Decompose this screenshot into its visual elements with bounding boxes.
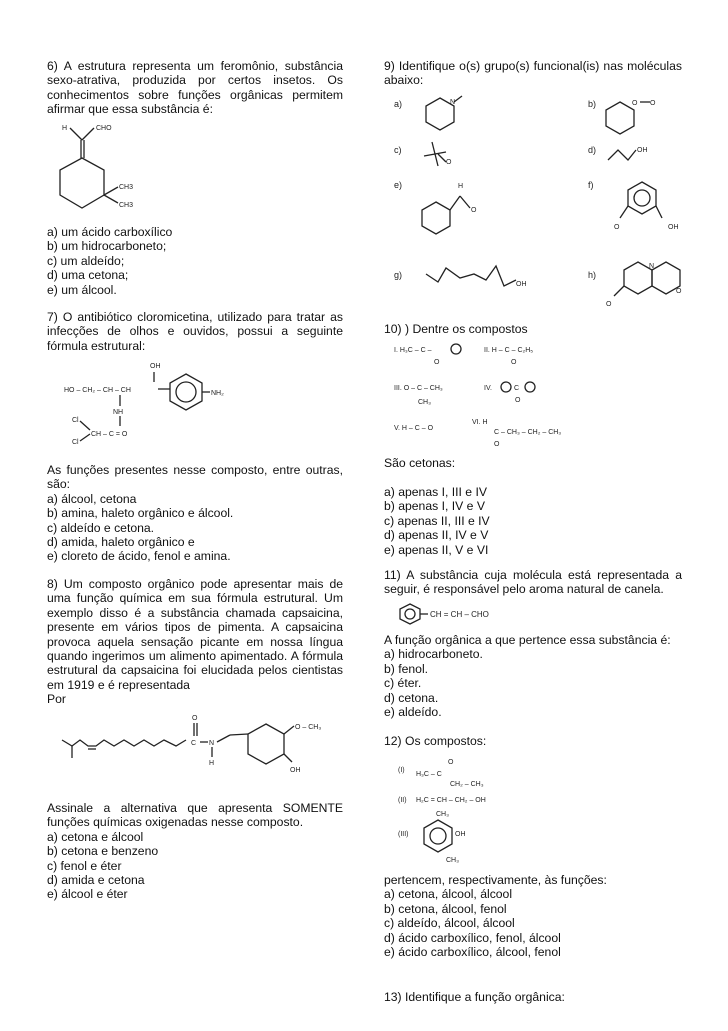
methyl-a: CH3 (119, 184, 134, 191)
question-10-options (384, 456, 682, 470)
q8-option-c[interactable]: c) fenol e éter (47, 858, 122, 873)
q11-option-c[interactable]: c) éter. (384, 676, 422, 691)
carbonyl-o: O (192, 715, 198, 722)
question-11-text: 11) A substância cuja molécula está representada a seguir, é responsável pelo aroma natural de canela. (384, 568, 682, 597)
question-10-option-list (384, 485, 682, 557)
amide-nh: NH (113, 409, 124, 416)
q7-option-e[interactable]: e) cloreto de ácido, fenol e amina. (47, 549, 231, 564)
q12-label-ii: (II) (398, 797, 407, 804)
mol-c-o: O (446, 159, 452, 166)
mol-label-d: d) (588, 145, 597, 155)
q6-option-e[interactable]: e) um álcool. (47, 282, 117, 297)
atom-h: H (62, 125, 68, 132)
mol-label-b: b) (588, 99, 597, 109)
q12-c1: H₃C – C (416, 771, 442, 778)
compound-v: V. H – C – O (394, 425, 434, 432)
q12-label-i: (I) (398, 767, 405, 774)
q7-option-b[interactable]: b) amina, haleto orgânico e álcool. (47, 506, 234, 521)
q7-option-a[interactable]: a) álcool, cetona (47, 491, 137, 506)
mol-label-h: h) (588, 270, 597, 280)
chloromycetin-structure (58, 358, 238, 453)
q12-label-iii: (III) (398, 831, 409, 838)
group-cho: CHO (96, 125, 112, 132)
compound-iii-ch3: CH₃ (418, 399, 431, 406)
q6-option-b[interactable]: b) um hidrocarboneto; (47, 239, 167, 254)
q8-prompt: Assinale a alternativa que apresenta SOMENTE funções químicas oxigenadas nesse composto. (47, 801, 343, 830)
q10-option-e[interactable]: e) apenas II, V e VI (384, 542, 489, 557)
q11-option-e[interactable]: e) aldeído. (384, 705, 442, 720)
compound-vi-o: O (494, 441, 500, 448)
question-12-options (384, 873, 682, 959)
q6-option-d[interactable]: d) uma cetona; (47, 268, 129, 283)
q12-option-a[interactable]: a) cetona, álcool, álcool (384, 887, 513, 902)
methoxy: O – CH₃ (295, 724, 322, 731)
cinnamaldehyde-chain: CH = CH – CHO (430, 610, 489, 619)
q12-c1-tail: CH₂ – CH₃ (450, 781, 484, 788)
q10-prompt: São cetonas: (384, 456, 456, 470)
mol-h-n: N (649, 263, 655, 270)
q11-option-a[interactable]: a) hidrocarboneto. (384, 647, 483, 662)
chain: HO – CH₂ – CH – CH (64, 387, 131, 394)
mol-h-o2: O (606, 301, 612, 308)
question-10 (384, 322, 682, 336)
mol-a-n: N (450, 99, 456, 106)
question-8-por: Por (47, 692, 66, 707)
q12-option-e[interactable]: e) ácido carboxílico, álcool, fenol (384, 945, 561, 960)
question-12-compounds (398, 758, 548, 866)
q12-c3-oh: OH (455, 831, 466, 838)
methyl-b: CH3 (119, 202, 134, 209)
phenol-oh: OH (290, 767, 301, 774)
q8-option-b[interactable]: b) cetona e benzeno (47, 844, 159, 859)
q10-option-c[interactable]: c) apenas II, III e IV (384, 513, 490, 528)
mol-h-o: O (676, 288, 682, 295)
q12-option-c[interactable]: c) aldeído, álcool, álcool (384, 916, 515, 931)
question-6-text: 6) A estrutura representa um feromônio, substância sexo-atrativa, produzida por certos insetos. Os conhecimentos sobre funções orgânicas permitem afirmar que essa substância é: (47, 59, 343, 117)
question-6 (47, 59, 343, 117)
mol-d-oh: OH (637, 147, 648, 154)
q10-option-a[interactable]: a) apenas I, III e IV (384, 485, 487, 499)
question-9 (384, 59, 682, 88)
compound-vi-label: VI. H (472, 419, 488, 426)
question-12 (384, 734, 682, 748)
question-9-text: 9) Identifique o(s) grupo(s) funcional(is) nas moléculas abaixo: (384, 59, 682, 88)
question-11 (384, 568, 682, 597)
atom-oh: OH (150, 363, 161, 370)
q12-prompt: pertencem, respectivamente, às funções: (384, 873, 607, 887)
mol-g-oh: OH (516, 281, 527, 288)
cinnamaldehyde-structure (396, 602, 546, 626)
mol-f-oh: OH (668, 224, 679, 231)
compound-iii: III. O – C – CH₃ (394, 385, 443, 392)
mol-label-a: a) (394, 99, 403, 109)
mol-label-c: c) (394, 145, 402, 155)
mol-label-f: f) (588, 180, 594, 190)
mol-b-o2: O (650, 100, 656, 107)
amide-h: H (209, 760, 215, 767)
q10-option-b[interactable]: b) apenas I, IV e V (384, 499, 485, 514)
question-13 (384, 990, 682, 1004)
question-8-options (47, 801, 343, 902)
q7-prompt: As funções presentes nesse composto, entre outras, são: (47, 463, 343, 492)
mol-e-o: O (471, 207, 477, 214)
q12-option-d[interactable]: d) ácido carboxílico, fenol, álcool (384, 930, 561, 945)
compound-i: I. H₃C – C – (394, 347, 432, 354)
compound-iv: IV. (484, 385, 492, 392)
question-10-text: 10) ) Dentre os compostos (384, 322, 528, 336)
compound-i-o: O (434, 359, 440, 366)
q12-c1-o: O (448, 759, 454, 766)
q6-option-a[interactable]: a) um ácido carboxílico (47, 225, 173, 239)
amide-n: N (209, 740, 215, 747)
mol-label-e: e) (394, 180, 403, 190)
q12-c2: H₂C = CH – CH₂ – OH (416, 797, 486, 804)
chlorine-2: Cl (72, 439, 79, 446)
q7-option-d[interactable]: d) amida, haleto orgânico e (47, 535, 195, 550)
question-12-text: 12) Os compostos: (384, 734, 487, 748)
question-11-options (384, 633, 682, 719)
question-10-compounds (394, 340, 594, 448)
q11-option-d[interactable]: d) cetona. (384, 690, 439, 705)
question-6-options (47, 225, 343, 297)
q7-option-c[interactable]: c) aldeído e cetona. (47, 520, 155, 535)
q8-option-d[interactable]: d) amida e cetona (47, 873, 145, 888)
compound-vi-chain: C – CH₃ – CH₂ – CH₃ (494, 429, 562, 436)
q11-option-b[interactable]: b) fenol. (384, 661, 429, 676)
mol-f-o: O (614, 224, 620, 231)
capsaicin-structure (58, 712, 348, 782)
compound-ii: II. H – C – C₂H₅ (484, 347, 534, 354)
q11-prompt: A função orgânica a que pertence essa substância é: (384, 633, 671, 647)
q10-option-d[interactable]: d) apenas II, IV e V (384, 528, 489, 543)
q6-option-c[interactable]: c) um aldeído; (47, 253, 125, 268)
chlorine-1: Cl (72, 417, 79, 424)
mol-e-h: H (458, 183, 464, 190)
q12-c3-ch3a: CH₃ (436, 811, 449, 818)
compound-ii-o: O (511, 359, 517, 366)
compound-iv-o: O (515, 397, 521, 404)
question-9-molecules (392, 90, 692, 315)
carbonyl-c: C (191, 740, 197, 747)
question-7-options (47, 463, 343, 564)
question-8-text: 8) Um composto orgânico pode apresentar mais de uma função química em sua fórmula estrutural. Um exemplo disso é a substância chamada capsaicina, presente em vários tipos de pimenta. A capsaicina provoca aquela sensação picante em nossa língua quando ingerimos um alimento apimentado. A fórmula estrutural da capsaicina foi elucidada pelos cientistas em 1919 e é representada (47, 577, 343, 692)
amine-nh2: NH₂ (211, 390, 224, 397)
mol-label-g: g) (394, 270, 403, 280)
pheromone-structure (52, 118, 162, 218)
question-7-text: 7) O antibiótico cloromicetina, utilizado para tratar as infecções de olhos e ouvidos, possui a seguinte fórmula estrutural: (47, 310, 343, 353)
chco-group: CH – C = O (91, 431, 128, 438)
question-7 (47, 310, 343, 353)
q12-c3-ch3b: CH₃ (446, 857, 459, 864)
question-13-text: 13) Identifique a função orgânica: (384, 990, 565, 1004)
q8-option-e[interactable]: e) álcool e éter (47, 887, 128, 902)
question-8 (47, 577, 343, 707)
q12-option-b[interactable]: b) cetona, álcool, fenol (384, 901, 507, 916)
svg-text:C: C (514, 385, 520, 392)
q8-option-a[interactable]: a) cetona e álcool (47, 829, 144, 844)
mol-b-o: O (632, 100, 638, 107)
